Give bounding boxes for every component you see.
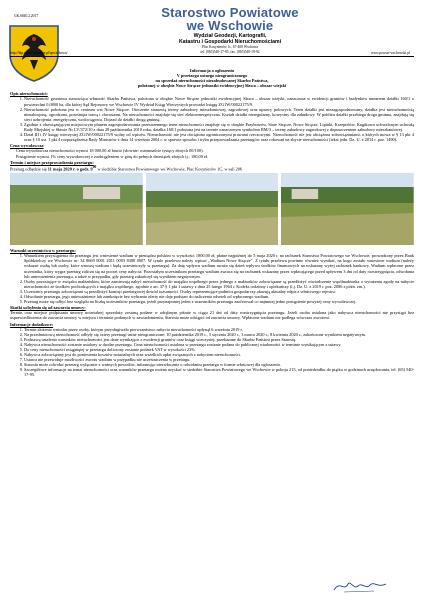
property-photo bbox=[146, 173, 279, 245]
list-item: 1. Warunkiem przystąpienia do przetargu jest wniesienie wadium w pieniądzu polskim w wysokości 1800,00 zł, płatne najpóźniej do 5 maja 2020 r. na rachunek Starostwa Powiatowego we Wschowie, prowadzony przez Bank Spółdzielczy we Wschowie nr: 34 8669 0001 2011 0003 8380 0007. W tytule przelewu należy wpisać „Wadium Nowe Strączе”. Z tytułu przelewu powinno również wynikać, na kogo zostało wniesione wadium (należy wskazać osobę lub osoby, które wnoszą wadium i będą uczestniczyły w przetargu). Za datę wpływu wadium uważa się dzień wpływu środków finansowych na wskazany wyżej rachunek bankowy. Wadium wpłacone przez uczestnika, który wygra przetarg zalicza się na poczet ceny nabycia. Pozostałym uczestnikom przetargu wadium zwraca się na rachunek wskazany przez wpłacającego przed upływem 3 dni od daty rozstrzygnięcia, odwołania lub unieważnienia przetargu, a także w przypadku, gdy przetarg zakończył się wynikiem negatywnym. bbox=[24, 253, 414, 278]
property-photo bbox=[10, 173, 143, 245]
website-bar bbox=[10, 51, 410, 55]
list-item: 1. Termin złożenia wniosku przez osoby, którym przysługiwało pierwszeństwo nabycia nieruchomości upłynął 6 września 2019 r. bbox=[24, 327, 414, 332]
additional-info-heading: Informacje dodatkowe: bbox=[10, 321, 54, 327]
list-item: 2. Na przedmiotową nieruchomość odbyły się cztery przetargi ustne nieograniczone: 10 października 2019 r., 3 stycznia 2020 r., 3 marca 2020 r., 8 kwietnia 2020 r., zakończone wynikiem negatywnym. bbox=[24, 332, 414, 337]
auction-heading: Termin i miejsce przeprowadzenia przetargu: bbox=[10, 159, 94, 165]
list-item: 5. Przetarg może się odbyć bez względu na liczbę uczestników przetargu, jeżeli przynajmniej jeden z uczestników przetargu zaoferował co najmniej jedno postąpienie powyżej ceny wywoławczej. bbox=[24, 299, 414, 304]
list-item: 7. Ustawa nie przewiduje możliwości zwrotu wadium w przypadku nie uczestniczenia w przetargu. bbox=[24, 357, 414, 362]
signature-icon bbox=[330, 578, 390, 594]
title-line2: V przetargu ustnego nieograniczonego bbox=[176, 73, 248, 79]
property-photo bbox=[281, 173, 414, 245]
list-item: 4. Odwołanie przetargu, jego unieważnienie lub zamknięcie bez wybrania oferty nie daje podstaw do naliczenia odsetek od wpłaconego wadium. bbox=[24, 294, 414, 299]
list-item: 1. Nieruchomość gruntowa stanowiąca własność Skarbu Państwa, położona w obrębie Nowe Strączе jednostki ewidencyjnej Sława – obszar wiejski, oznaczona w ewidencji gruntów i budynków numerem działki 160/1 o powierzchni 0,0800 ha, dla której Sąd Rejonowy we Wschowie IV Wydział Ksiąg Wieczystych prowadzi księgę ZG1W/00022175/9. bbox=[24, 96, 414, 106]
contract-refusal-text: Termin oraz miejsce podpisania umowy notarialnej sprzedaży zostaną podane w odrębnym piśmie w ciągu 21 dni od daty rozstrzygnięcia przetargu. Jeżeli osoba ustalona jako nabywca nieruchomości nie przystąpi bez usprawiedliwienia do zawarcia umowy w miejscu i terminie podanych w zawiadomieniu, Starosta może odstąpić od zawarcia umowy. Wpłacone wadium nie podlega wówczas zwrotowi. bbox=[10, 310, 414, 321]
price-text: Cena wywoławcza nieruchomości wynosi 18 000,00 zł brutto (słownie: osiemnaście tysięcy złotych 00/100). bbox=[16, 148, 204, 154]
list-item: 6. Nabywca zobowiązany jest do poniesienia kosztów notarialnych oraz wszelkich opłat związanych z nabyciem nieruchomości. bbox=[24, 352, 414, 357]
title-line4: położonej w obrębie Nowe Strączе jednostki ewidencyjnej Sława – obszar wiejski bbox=[137, 83, 287, 89]
price-heading: Cena wywoławcza bbox=[10, 143, 44, 149]
title-line3: na sprzedaż nieruchomości niezabudowanej Skarbu Państwa, bbox=[155, 78, 269, 84]
list-item: 8. Starosta może odwołać przetarg wyłącznie z ważnych powodów, informując niezwłocznie o odwołaniu przetargu w formie właściwej dla ogłoszenia. bbox=[24, 362, 414, 367]
description-heading: Opis nieruchomości: bbox=[10, 91, 48, 97]
list-item: 3. Zgodnie z obowiązującym miejscowym planem zagospodarowania przestrzennego teren nieruchomości znajduje się w obrębie Przyborzów, Stare Strączе, Nowe Strączе, Lipinki, Krzepielów, Krępkowo uchwalonym uchwałą Rady Miejskiej w Sławie Nr LV/372/10 z dnia 28 października 2010 roku, działka 160/1 położona jest na terenie oznaczonym symbolem RM/3 – tereny zabudowy zagrodowej z dopuszczeniem zabudowy mieszkaniowej. bbox=[24, 122, 414, 132]
website-link[interactable]: www.powiat-wschowski.pl bbox=[370, 51, 410, 55]
auction-date: 11 maja 2020 r. o godz. 9 bbox=[47, 166, 93, 172]
contract-refusal-heading: Skutki uchylenia się od zawarcia umowy: bbox=[10, 305, 86, 311]
list-item: 3. Uczestnicy przetargu zobowiązani są przedłożyć komisji przetargowej dowód tożsamości. Osoby reprezentujące podmiot gospodarczy okazują aktualny odpis z właściwego rejestru. bbox=[24, 289, 414, 294]
department-line2: Katastru i Gospodarki Nieruchomościami bbox=[178, 39, 282, 46]
increment-text: Postąpienie wynosi 1% ceny wywoławczej z zaokrągleniem w górę do pełnych dziesiątek złotych tj.: 180,00 zł. bbox=[16, 153, 209, 159]
letterhead bbox=[100, 6, 360, 54]
list-item: 2. Nieruchomość położona jest w centrum wsi Nowe Strączе. Otoczenie stanowią tereny zabudowy mieszkaniowej, zagrodowej oraz uprawy polowych. Teren działki jest niezagospodarowany, działka jest nieruchomością nieuzbrojoną, ogrodzona, porośnięta trawą i chwastami. Na nieruchomości znajduje się sieć elektroenergetyczna. Kształt działki nieregularny, korzystny dla zabudowy. W pobliżu działki przebiega droga gminna, znajdują się sieci uzbrojenia: energetyczna, wodociągowa. Dojazd do działki drogą gminną. bbox=[24, 107, 414, 122]
list-item: 9. Szczegółowe informacje na temat nieruchomości oraz warunków przetargu można uzyskać w siedzibie Starostwa Powiatowego we Wschowie w pokoju 215, od poniedziałku do piątku w godzinach urzędowania, tel. (65) 540-17-95. bbox=[24, 367, 414, 377]
property-photos bbox=[10, 173, 414, 245]
org-name-line1: Starostwo Powiatowe bbox=[161, 5, 299, 20]
department-line1: Wydział Geodezji, Kartografii, bbox=[193, 33, 267, 39]
list-item: 3. Podstawą ustalenia warunków nieruchomości jest dane wynikające z ewidencji gruntów oraz księgi wieczystej, przekazane do Skarbu Państwa przez Starostę. bbox=[24, 337, 414, 342]
phone-fax: tel. (065)540-17-85, fax. (065)540-19-92 bbox=[200, 49, 260, 54]
org-name-line2: we Wschowie bbox=[186, 18, 274, 33]
reference-number: GK.6840.2.2017 bbox=[14, 14, 39, 18]
address: Plac Kosynierów 1c, 67-400 Wschowa bbox=[202, 45, 258, 50]
list-item: 2. Osoby pozostające w związku małżeńskim, które zamierzają nabyć nieruchomość do majątku wspólnego przez jednego z małżonków zobowiązane są przedłożyć oświadczenie współmałżonka o wyrażeniu zgody na nabycie nieruchomości ze środków pochodzących z majątku wspólnego, zgodnie z art. 37 § 1 pkt 1 ustawy z dnia 25 lutego 1964 r. Kodeks rodzinny i opiekuńczy (t.j. Dz. U. z 2019 r. poz. 2086 z późn. zm.). bbox=[24, 279, 414, 289]
title-line1: Informacja o ogłoszeniu bbox=[189, 68, 235, 73]
conditions-list bbox=[10, 253, 414, 304]
description-list bbox=[10, 96, 414, 142]
auction-text: Przetarg odbędzie się 11 maja 2020 r. o godz. $9^{00}$ w siedzibie Starostwa Powiatowego we Wschowie, Plac Kosynierów 1C, w sali 206 bbox=[10, 164, 243, 172]
bip-link[interactable]: http://bip.wrota.lubuskie.pl/spwschowa/ bbox=[10, 51, 68, 55]
list-item: 4. Nabywca nieruchomości zostanie ustalony w drodze przetargu. Cena nieruchomości ustalona w przetargu zostanie podana do publicznej wiadomości w terminie wynikającym z ustawy. bbox=[24, 342, 414, 347]
list-item: 5. Do ceny nieruchomości osiągniętej w przetargu doliczony zostanie podatek VAT w wysokości 23%. bbox=[24, 347, 414, 352]
conditions-heading: Warunki uczestnictwa w przetargu: bbox=[10, 248, 76, 254]
header-divider bbox=[10, 56, 414, 57]
additional-info-list bbox=[10, 327, 414, 378]
list-item: 4. Dział III i IV księgi wieczystej ZG1W/00022175/9 wolny od wpisów. Nieruchomość nie jest obciążona ograniczonymi prawami rzeczowymi. Nieruchomość nie jest obciążona zobowiązaniami, o których mowa w § 13 pkt 4 oraz § 10 ust. 1 pkt 4 rozporządzenia Rady Ministrów z dnia 14 września 2004 r. w sprawie sposobu i trybu przeprowadzania przetargów oraz rokowań na zbycie nieruchomości (tekst jedn. Dz. U. z 2014 r. poz. 1490). bbox=[24, 132, 414, 142]
notice-body bbox=[10, 68, 414, 378]
